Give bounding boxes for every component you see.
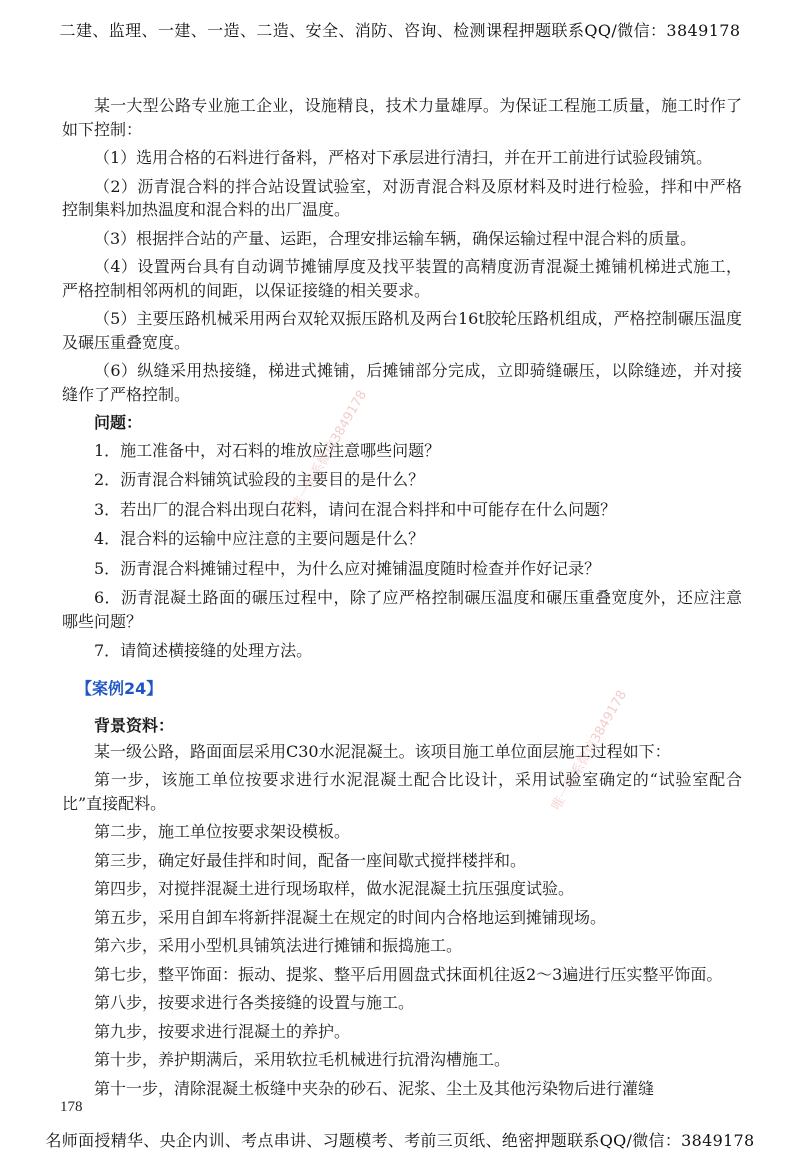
page-header: 二建、监理、一建、一造、二造、安全、消防、咨询、检测课程押题联系QQ/微信：3849178 — [59, 21, 741, 40]
step-item: 第五步，采用自卸车将新拌混凝土在规定的时间内合格地运到摊铺现场。 — [94, 907, 607, 927]
page-number: 178 — [60, 1099, 83, 1115]
step-item: 第六步，采用小型机具铺筑法进行摊铺和振捣施工。 — [94, 936, 463, 955]
control-item: （3）根据拌合站的产量、运距，合理安排运输车辆，确保运输过程中混合料的质量。 — [94, 228, 697, 248]
document-body — [62, 94, 742, 1105]
question-item: 2．沥青混合料铺筑试验段的主要目的是什么？ — [94, 470, 425, 489]
control-item: （1）选用合格的石料进行备料，严格对下承层进行清扫，并在开工前进行试验段铺筑。 — [94, 148, 713, 167]
watermark-text: 唯一联系微信3849178 — [289, 387, 371, 514]
question-item: 7．请简述横接缝的处理方法。 — [94, 641, 313, 660]
background-intro: 某一级公路，路面面层采用C30水泥混凝土。该项目施工单位面层施工过程如下： — [94, 741, 671, 761]
step-item: 第二步，施工单位按要求架设模板。 — [94, 822, 351, 841]
step-item: 第十步，养护期满后，采用软拉毛机械进行抗滑沟槽施工。 — [94, 1050, 511, 1069]
question-item: 6．沥青混凝土路面的碾压过程中，除了应严格控制碾压温度和碾压重叠宽度外，还应注意哪些问题？ — [62, 588, 742, 631]
case-title: 【案例24】 — [76, 678, 163, 698]
control-item: （4）设置两台具有自动调节摊铺厚度及找平装置的高精度沥青混凝土摊铺机梯进式施工，严格控制相邻两机的间距，以保证接缝的相关要求。 — [62, 257, 742, 300]
intro-paragraph: 某一大型公路专业施工企业，设施精良，技术力量雄厚。为保证工程施工质量，施工时作了如下控制： — [62, 96, 742, 139]
step-item: 第七步，整平饰面：振动、提浆、整平后用圆盘式抹面机往返2～3遍进行压实整平饰面。 — [94, 964, 723, 984]
control-item: （6）纵缝采用热接缝，梯进式摊铺，后摊铺部分完成，立即骑缝碾压，以除缝迹，并对接缝作了严格控制。 — [62, 361, 742, 404]
step-item: 第十一步，清除混凝土板缝中夹杂的砂石、泥浆、尘土及其他污染物后进行灌缝 — [94, 1078, 655, 1098]
watermark-text: 唯一联系微信3849178 — [549, 687, 631, 814]
step-item: 第三步，确定好最佳拌和时间，配备一座间歇式搅拌楼拌和。 — [94, 850, 527, 870]
step-item: 第四步，对搅拌混凝土进行现场取样，做水泥混凝土抗压强度试验。 — [94, 879, 575, 898]
questions-heading: 问题： — [94, 413, 143, 432]
page-footer: 名师面授精华、央企内训、考点串讲、习题模考、考前三页纸、绝密押题联系QQ/微信：3849178 — [45, 1131, 755, 1150]
background-heading: 背景资料： — [94, 716, 175, 735]
question-item: 3．若出厂的混合料出现白花料，请问在混合料拌和中可能存在什么问题？ — [94, 499, 617, 519]
question-item: 1．施工准备中，对石料的堆放应注意哪些问题？ — [94, 440, 441, 460]
control-item: （2）沥青混合料的拌合站设置试验室，对沥青混合料及原材料及时进行检验，拌和中严格控制集料加热温度和混合料的出厂温度。 — [62, 176, 742, 219]
control-item: （5）主要压路机械采用两台双轮双振压路机及两台16t胶轮压路机组成，严格控制碾压温度及碾压重叠宽度。 — [62, 309, 742, 352]
question-item: 5．沥青混合料摊铺过程中，为什么应对摊铺温度随时检查并作好记录？ — [94, 558, 601, 578]
question-item: 4．混合料的运输中应注意的主要问题是什么？ — [94, 529, 425, 548]
step-item: 第八步，按要求进行各类接缝的设置与施工。 — [94, 993, 415, 1012]
step-item: 第一步，该施工单位按要求进行水泥混凝土配合比设计，采用试验室确定的“试验室配合比”直接配料。 — [62, 770, 742, 813]
step-item: 第九步，按要求进行混凝土的养护。 — [94, 1021, 351, 1041]
